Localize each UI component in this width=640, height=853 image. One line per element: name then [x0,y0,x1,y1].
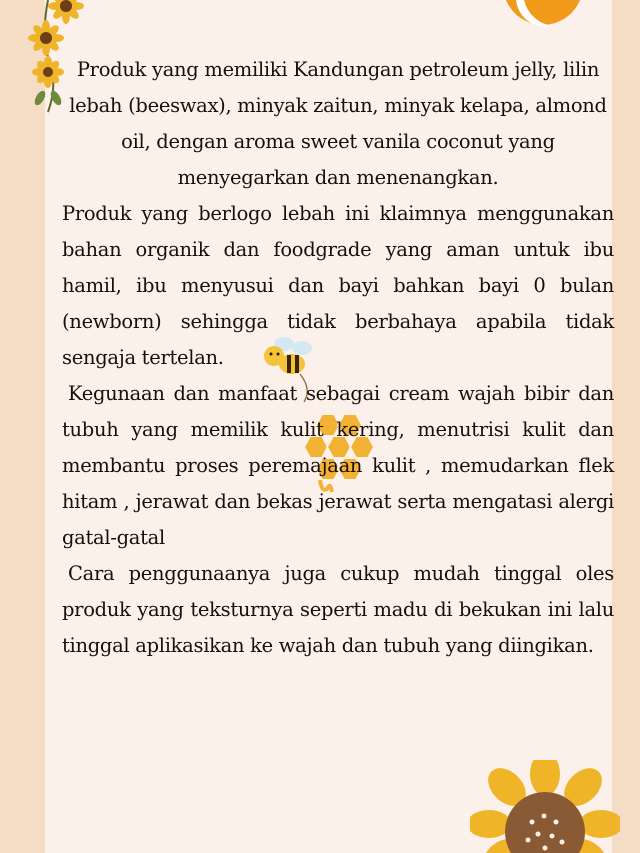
product-description [62,52,614,664]
orange-circle-icon [498,0,588,40]
sunflower-icon [470,760,620,853]
paragraph-usage: Cara penggunaanya juga cukup mudah tinggal oles produk yang teksturnya seperti madu di bekukan ini lalu tinggal aplikasikan ke wajah dan tubuh yang diingikan. [62,562,614,657]
paragraph-ingredients: Produk yang memiliki Kandungan petroleum jelly, lilin lebah (beeswax), minyak zaitun, minyak kelapa, almond oil, dengan aroma sweet vanila coconut yang menyegarkan dan menenangkan. [69,58,607,189]
paragraph-benefits: Kegunaan dan manfaat sebagai cream wajah bibir dan tubuh yang memilik kulit kering, menutrisi kulit dan membantu proses peremajaan kulit , memudarkan flek hitam , jerawat dan bekas jerawat serta mengatasi alergi gatal-gatal [62,382,614,549]
paragraph-claims: Produk yang berlogo lebah ini klaimnya menggunakan bahan organik dan foodgrade yang aman untuk ibu hamil, ibu menyusui dan bayi bahkan bayi 0 bulan (newborn) sehingga tidak berbahaya apabila tidak sengaja tertelan. [62,202,614,369]
